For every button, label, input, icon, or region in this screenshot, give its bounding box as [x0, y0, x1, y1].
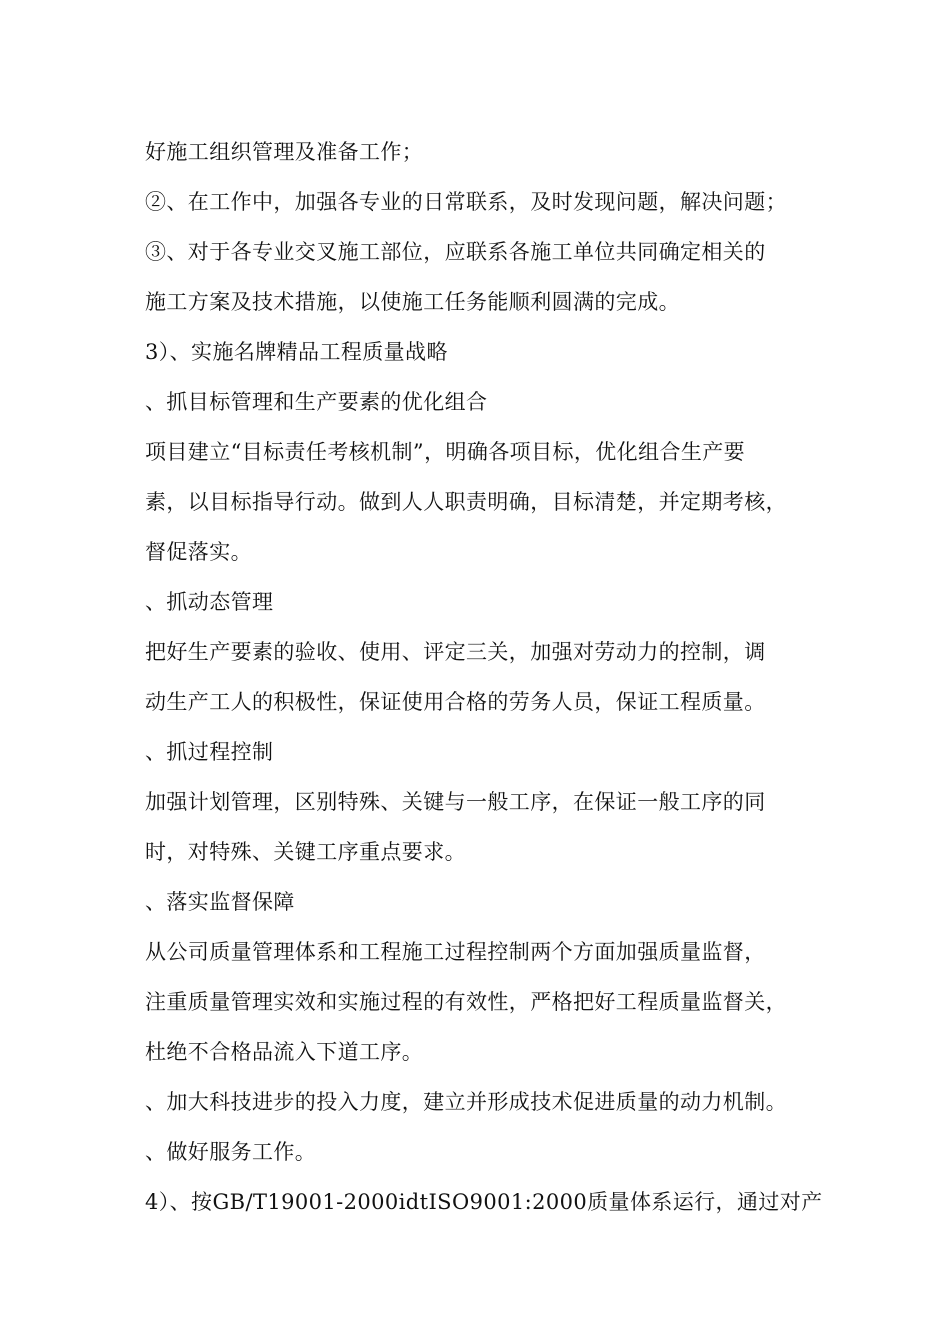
text-line: 督促落实。: [145, 540, 252, 564]
sub-heading: 、加大科技进步的投入力度，建立并形成技术促进质量的动力机制。: [145, 1090, 787, 1114]
sub-heading: 、抓过程控制: [145, 740, 274, 764]
sub-heading: 、抓目标管理和生产要素的优化组合: [145, 390, 488, 414]
text-line: ②、在工作中，加强各专业的日常联系，及时发现问题，解决问题；: [145, 190, 787, 214]
text-line: 从公司质量管理体系和工程施工过程控制两个方面加强质量监督，: [145, 940, 766, 964]
text-line: 把好生产要素的验收、使用、评定三关，加强对劳动力的控制，调: [145, 640, 766, 664]
section-heading: 3）、实施名牌精品工程质量战略: [145, 340, 448, 364]
text-line: 好施工组织管理及准备工作；: [145, 140, 424, 164]
text-line: 加强计划管理，区别特殊、关键与一般工序，在保证一般工序的同: [145, 790, 766, 814]
sub-heading: 、落实监督保障: [145, 890, 295, 914]
sub-heading: 、做好服务工作。: [145, 1140, 317, 1164]
text-line: 项目建立“目标责任考核机制”，明确各项目标，优化组合生产要: [145, 440, 746, 464]
sub-heading: 、抓动态管理: [145, 590, 274, 614]
text-line: 施工方案及技术措施，以使施工任务能顺利圆满的完成。: [145, 290, 680, 314]
text-line: 时，对特殊、关键工序重点要求。: [145, 840, 466, 864]
text-line: 素，以目标指导行动。做到人人职责明确，目标清楚，并定期考核，: [145, 490, 787, 514]
text-line: ③、对于各专业交叉施工部位，应联系各施工单位共同确定相关的: [145, 240, 766, 264]
text-line: 动生产工人的积极性，保证使用合格的劳务人员，保证工程质量。: [145, 690, 766, 714]
text-line: 杜绝不合格品流入下道工序。: [145, 1040, 424, 1064]
text-line: 注重质量管理实效和实施过程的有效性，严格把好工程质量监督关，: [145, 990, 787, 1014]
section-heading: 4）、按GB/T19001-2000idtISO9001:2000质量体系运行，通过对产: [145, 1190, 823, 1214]
